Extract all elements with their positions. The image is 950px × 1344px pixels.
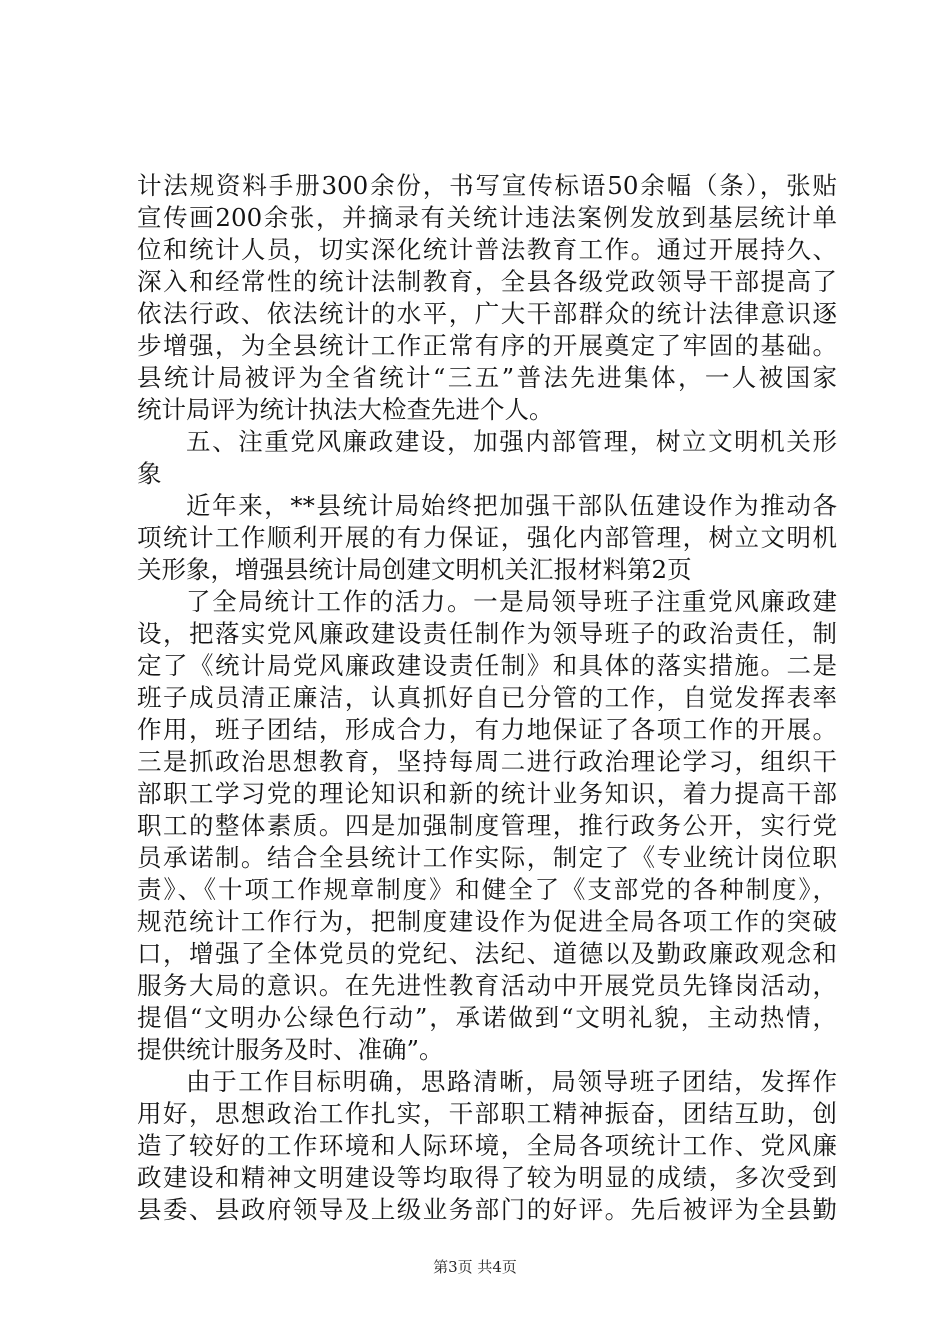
text-line: 职工的整体素质。四是加强制度管理，推行政务公开，实行党 [137,811,837,840]
text-line: 员承诺制。结合全县统计工作实际，制定了《专业统计岗位职 [137,843,837,872]
document-body [137,170,837,1226]
text-line: 近年来，**县统计局始终把加强干部队伍建设作为推动各 [186,491,837,520]
text-line: 县统计局被评为全省统计“三五”普法先进集体，一人被国家 [137,363,837,392]
text-line: 部职工学习党的理论知识和新的统计业务知识，着力提高干部 [137,779,837,808]
text-line: 设，把落实党风廉政建设责任制作为领导班子的政治责任，制 [137,619,837,648]
text-line: 定了《统计局党风廉政建设责任制》和具体的落实措施。二是 [137,651,837,680]
text-line: 造了较好的工作环境和人际环境，全局各项统计工作、党风廉 [137,1131,837,1160]
text-line: 三是抓政治思想教育，坚持每周二进行政治理论学习，组织干 [137,747,837,776]
text-line: 县委、县政府领导及上级业务部门的好评。先后被评为全县勤 [137,1195,837,1224]
text-line: 步增强，为全县统计工作正常有序的开展奠定了牢固的基础。 [137,331,837,360]
text-line: 关形象，增强县统计局创建文明机关汇报材料第2页 [137,555,692,584]
text-line: 五、注重党风廉政建设，加强内部管理，树立文明机关形 [186,427,837,456]
text-line: 规范统计工作行为，把制度建设作为促进全局各项工作的突破 [137,907,837,936]
text-line: 服务大局的意识。在先进性教育活动中开展党员先锋岗活动， [137,971,837,1000]
text-line: 依法行政、依法统计的水平，广大干部群众的统计法律意识逐 [137,299,837,328]
text-line: 位和统计人员，切实深化统计普法教育工作。通过开展持久、 [137,235,837,264]
text-line: 由于工作目标明确，思路清晰，局领导班子团结，发挥作 [186,1067,837,1096]
text-line: 班子成员清正廉洁，认真抓好自已分管的工作，自觉发挥表率 [137,683,837,712]
text-line: 用好，思想政治工作扎实，干部职工精神振奋，团结互助，创 [137,1099,837,1128]
text-line: 项统计工作顺利开展的有力保证，强化内部管理，树立文明机 [137,523,837,552]
text-line: 深入和经常性的统计法制教育，全县各级党政领导干部提高了 [137,267,837,296]
text-line: 计法规资料手册300余份，书写宣传标语50余幅（条），张贴 [137,171,837,200]
text-line: 了全局统计工作的活力。一是局领导班子注重党风廉政建 [186,587,837,616]
text-line: 政建设和精神文明建设等均取得了较为明显的成绩，多次受到 [137,1163,837,1192]
text-line: 象 [137,459,162,488]
text-line: 提供统计服务及时、准确”。 [137,1035,444,1064]
text-line: 宣传画200余张，并摘录有关统计违法案例发放到基层统计单 [137,203,837,232]
text-line: 口，增强了全体党员的党纪、法纪、道德以及勤政廉政观念和 [137,939,837,968]
text-line: 提倡“文明办公绿色行动”，承诺做到“文明礼貌，主动热情， [137,1003,837,1032]
page-number-footer: 第3页 共4页 [433,1258,517,1276]
text-line: 责》、《十项工作规章制度》和健全了《支部党的各种制度》， [137,875,837,904]
text-line: 作用，班子团结，形成合力，有力地保证了各项工作的开展。 [137,715,837,744]
text-line: 统计局评为统计执法大检查先进个人。 [137,395,554,424]
